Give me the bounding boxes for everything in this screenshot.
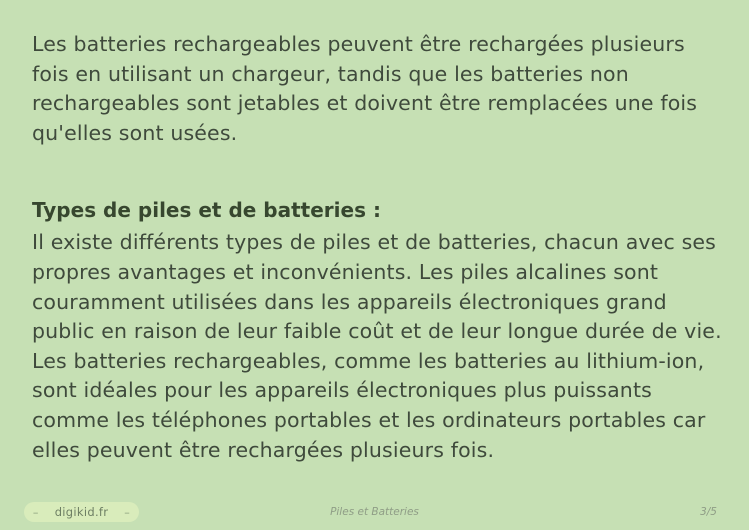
section-paragraph: Il existe différents types de piles et de batteries, chacun avec ses propres avantages et inconvénients. Les piles alcalines sont couramment utilisées dans les appareils électroniques grand public en raison de leur faible coût et de leur longue durée de vie. Les batteries rechargeables, comme les batteries au lithium-ion, sont idéales pour les appareils électroniques plus puissants comme les téléphones portables et les ordinateurs portables car elles peuvent être rechargées plusieurs fois. (32, 230, 722, 462)
brand-dash-right: – (124, 505, 131, 519)
brand-dash-left: – (32, 505, 39, 519)
document-title: Piles et Batteries (330, 506, 419, 518)
page-footer (0, 500, 749, 524)
page-number: 3/5 (700, 506, 717, 518)
intro-paragraph: Les batteries rechargeables peuvent être rechargées plusieurs fois en utilisant un chargeur, tandis que les batteries non rechargeables sont jetables et doivent être remplacées une fois qu'elles sont usées. (32, 32, 698, 145)
brand-label: digikid.fr (54, 505, 109, 519)
section-heading: Types de piles et de batteries : (32, 198, 381, 223)
page-content (32, 30, 722, 465)
